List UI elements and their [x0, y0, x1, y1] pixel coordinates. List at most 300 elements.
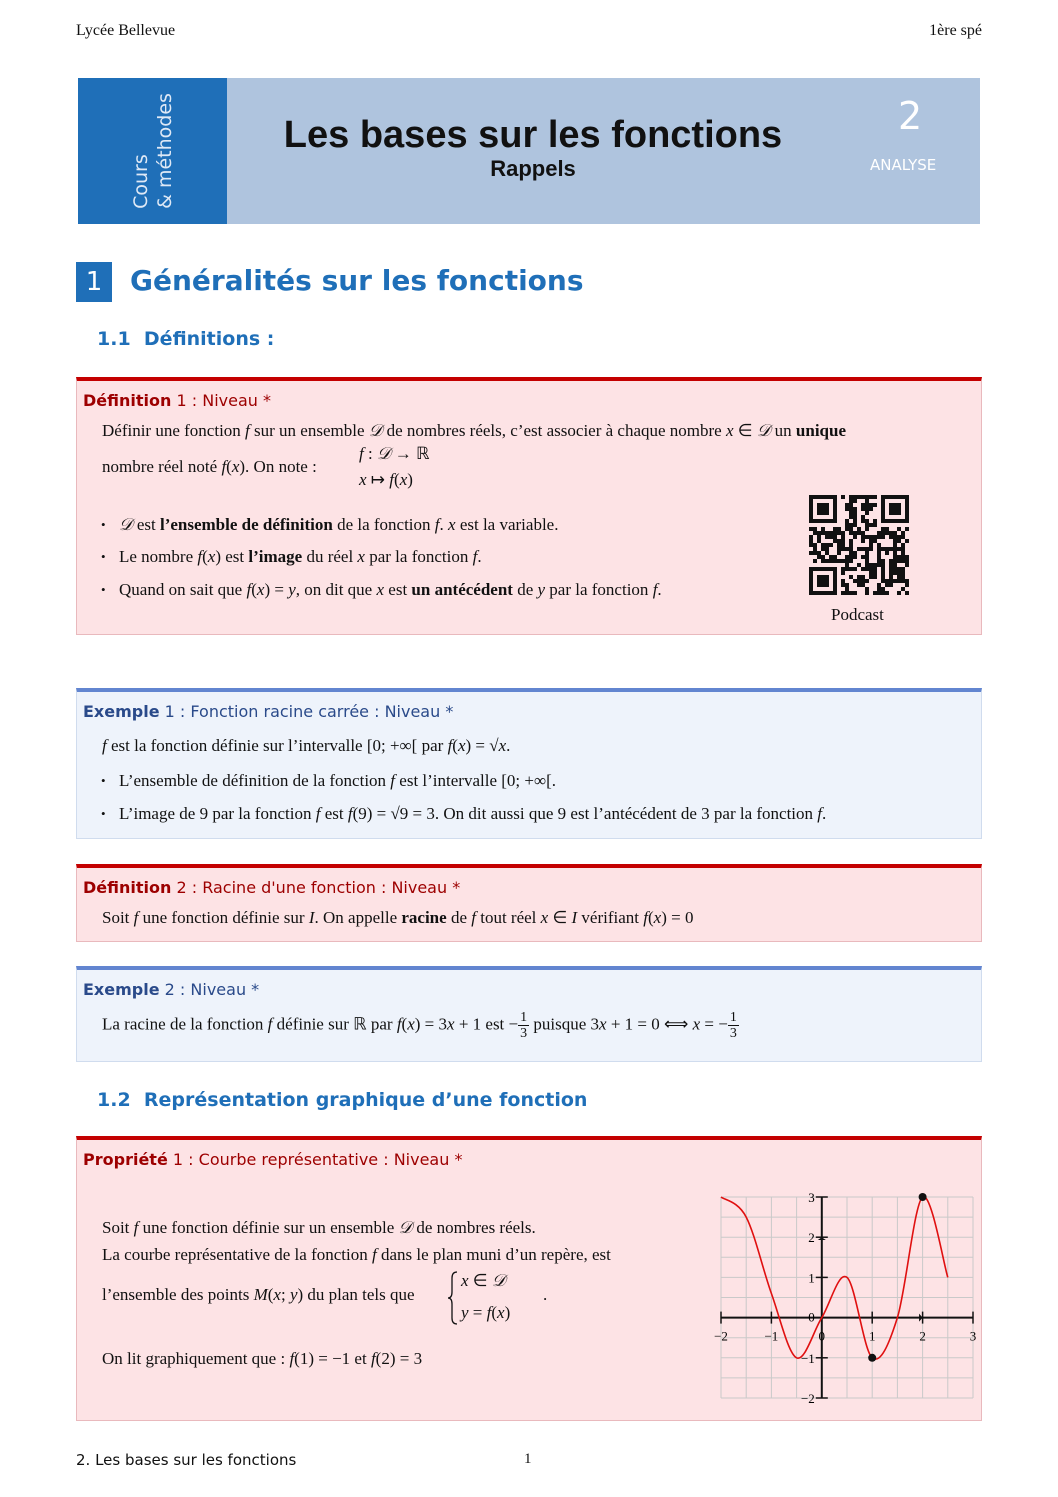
- text-run: est la variable.: [455, 515, 559, 534]
- qr-module: [829, 555, 833, 559]
- qr-module: [841, 567, 845, 571]
- qr-module: [829, 535, 833, 539]
- qr-module: [833, 555, 837, 559]
- math-symbol: f: [396, 1014, 402, 1034]
- text-line: [102, 421, 846, 441]
- bold-text: racine: [401, 908, 447, 927]
- text-run: (: [394, 470, 400, 489]
- qr-module: [821, 559, 825, 563]
- x-tick-label: 1: [868, 1328, 876, 1344]
- qr-module: [873, 567, 877, 571]
- qr-module: [901, 559, 905, 563]
- math-symbol: f: [245, 421, 250, 440]
- text-line: [102, 1285, 415, 1305]
- text-run: (1) = −1 et: [294, 1349, 371, 1368]
- qr-module: [873, 523, 877, 527]
- qr-module: [873, 535, 877, 539]
- qr-module: [897, 555, 901, 559]
- x-tick-label: 0: [818, 1328, 826, 1344]
- bold-text: unique: [795, 421, 847, 440]
- text-run: Définir une fonction: [102, 421, 246, 440]
- qr-module: [885, 527, 889, 531]
- text-run: du réel: [302, 547, 358, 566]
- qr-module: [809, 535, 813, 539]
- box-heading: [83, 702, 453, 721]
- text-run: de la fonction: [332, 515, 435, 534]
- qr-module: [837, 531, 841, 535]
- qr-module: [861, 531, 865, 535]
- qr-module: [857, 547, 861, 551]
- qr-module: [849, 507, 853, 511]
- qr-module: [877, 547, 881, 551]
- qr-module: [813, 527, 817, 531]
- qr-module: [849, 523, 853, 527]
- text-run: ∈: [468, 1271, 492, 1290]
- subsection-number: 1.1: [97, 328, 131, 350]
- qr-module: [901, 535, 905, 539]
- qr-module: [873, 503, 877, 507]
- text-run: ) = 0: [661, 908, 694, 927]
- qr-module: [897, 575, 901, 579]
- text-run: un: [770, 421, 796, 440]
- qr-module: [901, 567, 905, 571]
- qr-module: [849, 575, 853, 579]
- text-run: de nombres réels, c’est associer à chaque nombre: [382, 421, 726, 440]
- qr-module: [861, 555, 865, 559]
- text-line: [102, 908, 693, 928]
- math-symbol: f: [370, 1349, 376, 1368]
- math-symbol: f: [221, 457, 227, 476]
- math-symbol: x: [461, 1271, 469, 1290]
- text-run: ↦: [366, 470, 390, 489]
- math-symbol: x: [399, 470, 408, 489]
- text-line: [102, 1010, 739, 1041]
- qr-module: [877, 543, 881, 547]
- box-kind: Exemple: [83, 980, 160, 999]
- text-run: est l’intervalle [0; +∞[.: [395, 771, 556, 790]
- qr-module: [809, 527, 813, 531]
- mapping-line: [359, 444, 430, 464]
- qr-module: [841, 495, 845, 499]
- text-run: .: [439, 515, 449, 534]
- qr-finder: [817, 575, 829, 587]
- qr-module: [877, 583, 881, 587]
- text-run: (: [648, 908, 654, 927]
- text-run: On lit graphiquement que :: [102, 1349, 290, 1368]
- qr-module: [885, 591, 889, 595]
- math-symbol: x: [448, 515, 456, 534]
- text-run: tout réel: [475, 908, 541, 927]
- qr-module: [817, 539, 821, 543]
- qr-module: [881, 579, 885, 583]
- qr-module: [861, 507, 865, 511]
- qr-module: [853, 579, 857, 583]
- qr-module: [905, 527, 909, 531]
- qr-module: [861, 539, 865, 543]
- text-line: [102, 1349, 422, 1369]
- qr-module: [873, 563, 877, 567]
- text-run: de nombres réels.: [412, 1218, 536, 1237]
- qr-module: [897, 527, 901, 531]
- qr-module: [873, 591, 877, 595]
- math-symbol: I: [571, 908, 578, 927]
- text-run: (: [401, 1014, 408, 1034]
- qr-module: [877, 563, 881, 567]
- text-run: .: [657, 580, 662, 599]
- title-banner: [78, 78, 980, 224]
- banner-side-line2: & méthodes: [154, 93, 176, 209]
- x-tick-label: 3: [969, 1328, 977, 1344]
- text-run: ): [407, 470, 413, 489]
- qr-module: [837, 551, 841, 555]
- text-run: est: [132, 515, 160, 534]
- subsection-title: Représentation graphique d’une fonction: [143, 1089, 588, 1111]
- text-run: L’image de 9 par la fonction: [119, 804, 316, 823]
- qr-module: [861, 567, 865, 571]
- qr-module: [897, 559, 901, 563]
- y-tick-label: −1: [800, 1350, 815, 1366]
- math-symbol: x: [653, 908, 662, 927]
- math-symbol: y: [288, 580, 296, 599]
- qr-module: [853, 555, 857, 559]
- math-symbol: x: [457, 736, 466, 755]
- math-symbol: x: [256, 580, 265, 599]
- qr-module: [877, 591, 881, 595]
- qr-module: [881, 587, 885, 591]
- qr-module: [885, 551, 889, 555]
- qr-module: [857, 583, 861, 587]
- box-tail: : Niveau *: [174, 980, 260, 999]
- system-end: .: [543, 1285, 548, 1304]
- qr-module: [857, 579, 861, 583]
- qr-module: [881, 559, 885, 563]
- text-run: par la fonction: [364, 547, 473, 566]
- math-symbol: f: [652, 580, 658, 599]
- qr-module: [889, 531, 893, 535]
- qr-module: [869, 495, 873, 499]
- math-symbol: 𝒟: [491, 1271, 506, 1290]
- qr-module: [865, 587, 869, 591]
- x-tick-label: −1: [764, 1328, 779, 1344]
- qr-module: [865, 507, 869, 511]
- qr-module: [865, 547, 869, 551]
- math-symbol: M: [253, 1285, 268, 1304]
- text-run: La courbe représentative de la fonction: [102, 1245, 372, 1264]
- qr-module: [869, 523, 873, 527]
- qr-module: [877, 531, 881, 535]
- math-symbol: f: [133, 908, 139, 927]
- fraction: $\frac{1}{3}$: [729, 1010, 737, 1041]
- math-symbol: f: [390, 771, 396, 790]
- bold-text: un antécédent: [411, 580, 513, 599]
- math-symbol: x: [407, 1014, 415, 1034]
- text-run: Le nombre: [119, 547, 198, 566]
- text-run: ) =: [264, 580, 289, 599]
- text-run: définie sur ℝ par: [272, 1014, 397, 1034]
- marked-point: [919, 1193, 927, 1201]
- qr-module: [845, 567, 849, 571]
- qr-module: [829, 531, 833, 535]
- math-symbol: f: [817, 804, 823, 823]
- text-run: La racine de la fonction: [102, 1014, 268, 1034]
- text-run: une fonction définie sur un ensemble: [138, 1218, 399, 1237]
- definition-box: [76, 864, 982, 942]
- qr-module: [865, 511, 869, 515]
- math-symbol: f: [102, 736, 107, 755]
- qr-module: [885, 531, 889, 535]
- qr-module: [849, 503, 853, 507]
- math-symbol: 𝒟: [119, 515, 133, 534]
- qr-module: [881, 531, 885, 535]
- qr-module: [873, 495, 877, 499]
- qr-module: [841, 535, 845, 539]
- text-run: ∈: [733, 421, 757, 440]
- box-number: 1: [164, 702, 175, 721]
- header-school: Lycée Bellevue: [76, 22, 176, 39]
- qr-module: [837, 543, 841, 547]
- text-run: ) = 3: [414, 1014, 448, 1034]
- subsection-number: 1.2: [97, 1089, 131, 1111]
- qr-module: [901, 555, 905, 559]
- qr-module: [825, 543, 829, 547]
- fraction: $\frac{1}{3}$: [520, 1010, 528, 1041]
- bold-text: l’image: [248, 547, 303, 566]
- text-run: (9) = √9 = 3. On dit aussi que 9 est l’antécédent de 3 par la fonction: [352, 804, 818, 823]
- text-run: (: [226, 457, 232, 476]
- qr-module: [813, 559, 817, 563]
- qr-module: [849, 531, 853, 535]
- function-graph: [707, 1184, 987, 1414]
- box-number: 1: [172, 1150, 184, 1169]
- text-run: , on dit que: [295, 580, 377, 599]
- qr-module: [901, 575, 905, 579]
- math-symbol: f: [133, 1218, 139, 1237]
- qr-module: [853, 511, 857, 515]
- qr-module: [849, 543, 853, 547]
- qr-module: [861, 503, 865, 507]
- qr-module: [861, 495, 865, 499]
- header-level: 1ère spé: [929, 22, 982, 39]
- qr-module: [849, 591, 853, 595]
- math-symbol: f: [371, 1245, 377, 1264]
- qr-module: [905, 539, 909, 543]
- box-kind: Définition: [83, 878, 172, 897]
- qr-module: [817, 535, 821, 539]
- qr-module: [881, 535, 885, 539]
- qr-module: [825, 531, 829, 535]
- qr-module: [865, 527, 869, 531]
- text-run: par la fonction: [545, 580, 653, 599]
- math-symbol: x: [273, 1285, 281, 1304]
- text-run: .: [477, 547, 482, 566]
- qr-module: [857, 531, 861, 535]
- system-line: [461, 1303, 510, 1323]
- math-symbol: x: [725, 421, 734, 440]
- math-symbol: x: [207, 547, 216, 566]
- qr-module: [881, 527, 885, 531]
- text-run: (: [251, 580, 257, 599]
- text-run: ) est: [215, 547, 249, 566]
- qr-finder: [817, 503, 829, 515]
- qr-module: [869, 571, 873, 575]
- text-line: [102, 1218, 536, 1238]
- text-run: + 1 = 0 ⟺: [606, 1014, 693, 1034]
- qr-module: [845, 523, 849, 527]
- marked-point: [868, 1354, 876, 1362]
- qr-module: [893, 547, 897, 551]
- qr-module: [889, 571, 893, 575]
- qr-module: [901, 571, 905, 575]
- y-tick-label: 1: [808, 1270, 815, 1286]
- math-symbol: 𝒟: [756, 421, 771, 440]
- qr-module: [897, 547, 901, 551]
- qr-module: [889, 535, 893, 539]
- text-run: → ℝ: [390, 444, 430, 463]
- qr-module: [821, 531, 825, 535]
- qr-module: [905, 591, 909, 595]
- qr-module: [877, 587, 881, 591]
- box-kind: Exemple: [83, 702, 160, 721]
- qr-module: [853, 523, 857, 527]
- qr-module: [861, 519, 865, 523]
- qr-module: [845, 503, 849, 507]
- qr-module: [865, 567, 869, 571]
- math-symbol: 𝒟: [376, 444, 391, 463]
- qr-module: [865, 519, 869, 523]
- box-kind: Propriété: [83, 1150, 168, 1169]
- qr-module: [809, 543, 813, 547]
- qr-module: [821, 527, 825, 531]
- text-run: + 1 est −: [454, 1014, 519, 1034]
- qr-module: [833, 535, 837, 539]
- qr-module: [845, 507, 849, 511]
- qr-module: [865, 559, 869, 563]
- page-title: Les bases sur les fonctions: [283, 114, 783, 156]
- math-symbol: 𝒟: [368, 421, 383, 440]
- qr-module: [841, 559, 845, 563]
- math-symbol: y: [537, 580, 546, 599]
- qr-module: [869, 567, 873, 571]
- qr-module: [841, 531, 845, 535]
- box-number: 2: [164, 980, 175, 999]
- math-symbol: y: [289, 1285, 298, 1304]
- math-symbol: y: [461, 1303, 469, 1322]
- qr-module: [841, 583, 845, 587]
- text-run: ) du plan tels que: [297, 1285, 415, 1304]
- qr-module: [865, 503, 869, 507]
- box-number: 2: [176, 878, 187, 897]
- text-run: (2) = 3: [375, 1349, 423, 1368]
- text-run: Soit: [102, 908, 134, 927]
- qr-module: [825, 547, 829, 551]
- text-run: est: [320, 804, 348, 823]
- qr-module: [885, 547, 889, 551]
- box-heading: [83, 878, 460, 897]
- qr-code-image[interactable]: [809, 495, 909, 595]
- math-symbol: f: [359, 444, 364, 463]
- qr-module: [849, 559, 853, 563]
- qr-module: [837, 539, 841, 543]
- qr-module: [821, 555, 825, 559]
- qr-module: [837, 527, 841, 531]
- qr-module: [881, 563, 885, 567]
- qr-module: [865, 495, 869, 499]
- qr-module: [861, 547, 865, 551]
- qr-module: [889, 563, 893, 567]
- qr-module: [853, 535, 857, 539]
- list-item: [102, 515, 558, 535]
- qr-module: [857, 527, 861, 531]
- banner-side-line1: Cours: [130, 154, 152, 209]
- math-symbol: x: [599, 1014, 607, 1034]
- example-box: [76, 688, 982, 839]
- math-symbol: x: [359, 470, 367, 489]
- qr-module: [861, 535, 865, 539]
- qr-module: [865, 523, 869, 527]
- qr-module: [901, 531, 905, 535]
- qr-module: [817, 531, 821, 535]
- text-run: .: [822, 804, 827, 823]
- qr-module: [901, 547, 905, 551]
- qr-module: [869, 507, 873, 511]
- text-run: . On appelle: [314, 908, 402, 927]
- qr-module: [865, 563, 869, 567]
- qr-module: [869, 547, 873, 551]
- bold-text: l’ensemble de définition: [159, 515, 333, 534]
- banner-side: [78, 78, 227, 224]
- qr-module: [845, 559, 849, 563]
- qr-module: [861, 575, 865, 579]
- text-run: (: [202, 547, 208, 566]
- qr-finder: [889, 503, 901, 515]
- box-kind: Définition: [83, 391, 172, 410]
- section-title: Généralités sur les fonctions: [130, 264, 584, 297]
- qr-module: [869, 543, 873, 547]
- qr-module: [849, 527, 853, 531]
- math-symbol: I: [308, 908, 315, 927]
- math-symbol: f: [347, 804, 353, 823]
- qr-module: [809, 539, 813, 543]
- qr-module: [869, 563, 873, 567]
- qr-module: [885, 583, 889, 587]
- math-symbol: f: [447, 736, 453, 755]
- qr-module: [865, 579, 869, 583]
- list-item: [102, 580, 662, 600]
- qr-module: [825, 559, 829, 563]
- text-run: dans le plan muni d’un repère, est: [376, 1245, 611, 1264]
- text-run: une fonction définie sur: [138, 908, 309, 927]
- y-tick-label: 3: [808, 1190, 815, 1205]
- qr-module: [877, 555, 881, 559]
- qr-module: [813, 547, 817, 551]
- system-line: [461, 1271, 505, 1291]
- qr-module: [853, 551, 857, 555]
- chapter-number: 2: [898, 94, 923, 138]
- qr-module: [905, 555, 909, 559]
- math-symbol: f: [472, 547, 478, 566]
- y-tick-label: −2: [800, 1391, 815, 1406]
- text-run: sur un ensemble: [249, 421, 369, 440]
- x-tick-label: −2: [714, 1328, 728, 1344]
- qr-module: [893, 535, 897, 539]
- qr-module: [901, 543, 905, 547]
- box-number: 1: [176, 391, 187, 410]
- x-tick-label: 2: [919, 1328, 926, 1344]
- math-symbol: f: [246, 580, 252, 599]
- qr-module: [853, 567, 857, 571]
- math-symbol: 𝒟: [398, 1218, 413, 1237]
- qr-module: [821, 547, 825, 551]
